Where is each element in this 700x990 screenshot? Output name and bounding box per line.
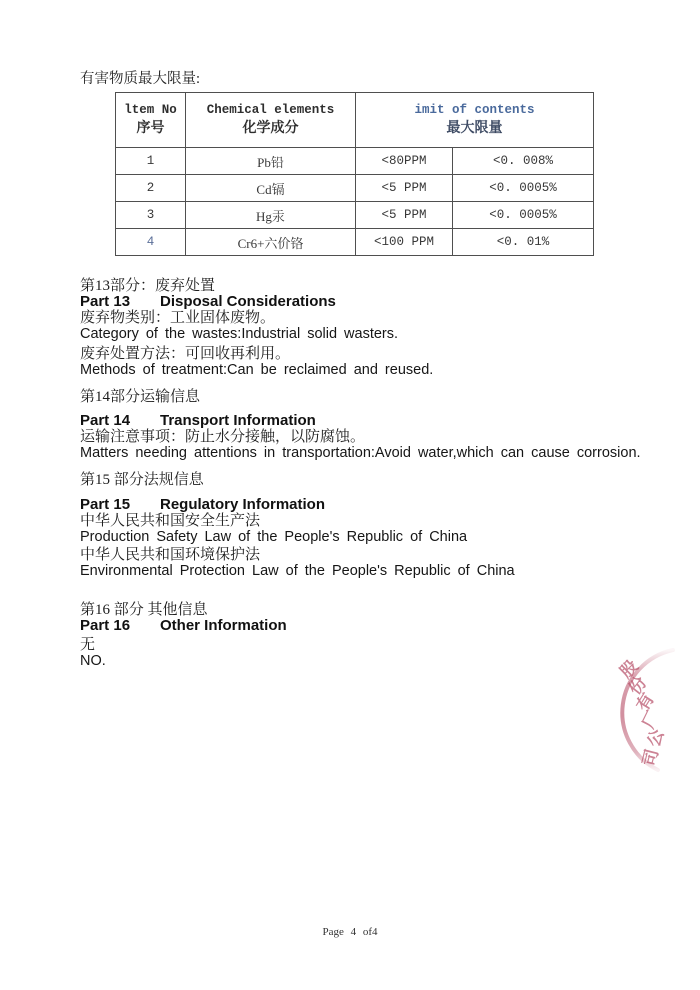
part13-label: Part 13 <box>80 293 131 310</box>
other-info-zh: 无 <box>80 637 96 653</box>
section-part14-transport <box>80 389 650 462</box>
stamp-character: 公 <box>643 726 668 750</box>
document-content <box>80 70 650 670</box>
row-ppm-limit: <100 PPM <box>356 229 453 256</box>
environment-law-zh: 中华人民共和国环境保护法 <box>80 547 261 563</box>
section-part13-disposal <box>80 278 650 379</box>
limit-header-en: imit of contents <box>414 103 535 117</box>
hazard-limit-intro-label: 有害物质最大限量: <box>80 71 201 87</box>
part15-heading-text: Regulatory Information <box>160 496 326 513</box>
stamp-character: 有 <box>632 689 658 715</box>
row-no: 3 <box>116 202 186 229</box>
column-header-item-no <box>116 93 186 148</box>
row-no: 1 <box>116 148 186 175</box>
table-row <box>116 175 594 202</box>
waste-category-zh: 废弃物类别：工业固体废物。 <box>80 310 276 326</box>
part15-label: Part 15 <box>80 496 131 513</box>
safety-law-zh: 中华人民共和国安全生产法 <box>80 513 261 529</box>
other-info-en: NO. <box>80 653 106 669</box>
column-header-limit-of-contents <box>356 93 594 148</box>
row-element: Cr6+六价铬 <box>186 229 356 256</box>
part14-title-zh: 第14部分运输信息 <box>80 389 201 405</box>
row-element: Pb铅 <box>186 148 356 175</box>
stamp-character: 股 <box>616 656 642 682</box>
row-percent-limit: <0. 0005% <box>453 202 594 229</box>
part16-label: Part 16 <box>80 617 131 634</box>
stamp-character: 司 <box>639 747 662 769</box>
row-percent-limit: <0. 008% <box>453 148 594 175</box>
part16-title-zh: 第16 部分 其他信息 <box>80 602 208 618</box>
part15-title-zh: 第15 部分法规信息 <box>80 472 204 488</box>
part14-heading-text: Transport Information <box>160 412 316 429</box>
part15-heading-en <box>80 497 650 513</box>
safety-law-en: Production Safety Law of the People's Republic of China <box>80 529 468 545</box>
table-row <box>116 229 594 256</box>
part16-heading-text: Other Information <box>160 617 287 634</box>
stamp-character: 份 <box>624 673 651 699</box>
hazard-limits-table <box>115 92 594 256</box>
treatment-method-en: Methods of treatment:Can be reclaimed and reused. <box>80 362 434 378</box>
waste-category-en: Category of the wastes:Industrial solid wasters. <box>80 326 399 342</box>
item-no-header-zh: 序号 <box>136 121 165 136</box>
section-part16-other <box>80 602 650 670</box>
row-ppm-limit: <5 PPM <box>356 175 453 202</box>
part13-heading-text: Disposal Considerations <box>160 293 336 310</box>
part14-label: Part 14 <box>80 412 131 429</box>
page-footer: Page 4 of4 <box>322 926 378 938</box>
table-header-row <box>116 93 594 148</box>
row-percent-limit: <0. 0005% <box>453 175 594 202</box>
part16-heading-en <box>80 618 650 634</box>
table-row <box>116 148 594 175</box>
row-ppm-limit: <80PPM <box>356 148 453 175</box>
chemical-header-en: Chemical elements <box>206 103 335 117</box>
row-percent-limit: <0. 01% <box>453 229 594 256</box>
environment-law-en: Environmental Protection Law of the People's Republic of China <box>80 563 515 579</box>
transport-notice-zh: 运输注意事项：防止水分接触，以防腐蚀。 <box>80 429 366 445</box>
item-no-header-en: ltem No <box>124 103 177 117</box>
part14-heading-en <box>80 413 650 429</box>
chemical-header-zh: 化学成分 <box>242 121 299 136</box>
row-ppm-limit: <5 PPM <box>356 202 453 229</box>
row-element: Hg汞 <box>186 202 356 229</box>
row-element: Cd镉 <box>186 175 356 202</box>
section-part15-regulatory <box>80 472 650 580</box>
row-no: 4 <box>116 229 186 256</box>
part13-heading-en <box>80 294 650 310</box>
column-header-chemical-elements <box>186 93 356 148</box>
stamp-character: 厂 <box>638 707 664 732</box>
table-row <box>116 202 594 229</box>
transport-notice-en: Matters needing attentions in transportation:Avoid water,which can cause corrosion. <box>80 445 641 461</box>
treatment-method-zh: 废弃处置方法：可回收再利用。 <box>80 346 291 362</box>
limit-header-zh: 最大限量 <box>446 121 503 136</box>
company-stamp-seal <box>600 622 700 807</box>
row-no: 2 <box>116 175 186 202</box>
part13-title-zh: 第13部分：废弃处置 <box>80 278 216 294</box>
